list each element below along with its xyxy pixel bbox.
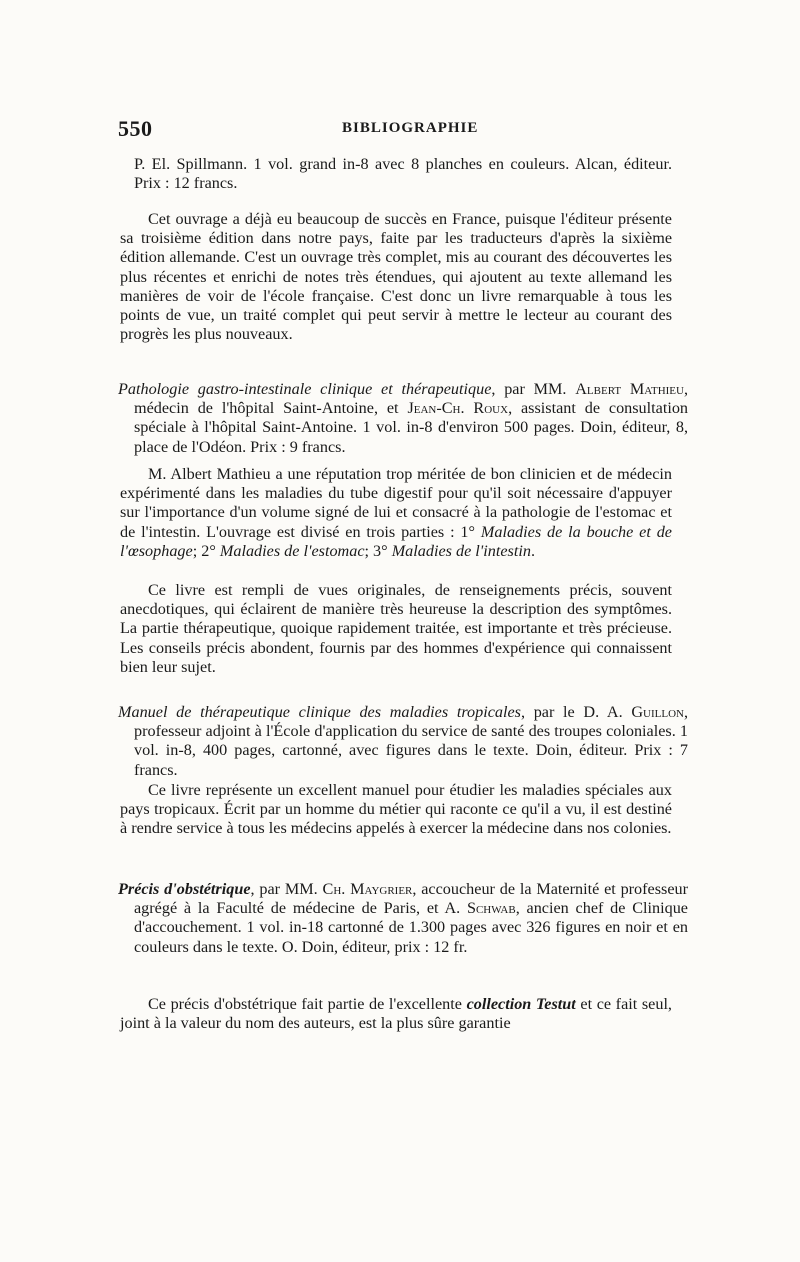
review-paragraph-guillon: Ce livre représente un excellent manuel pour étudier les maladies spéciales aux pays tropicaux. Écrit par un homme du métier qui raconte ce qu'il a vu, il est destiné à rendre service à tous les médecins appelés à exercer la médecine dans nos colonies. <box>120 781 672 838</box>
paragraph-text: . <box>530 541 535 560</box>
entry-text: , ancien chef de Clinique d'accouchement. 1 vol. in-18 cartonné de 1.300 pages avec 326 figures en noir et en couleurs dans le texte. O. Doin, éditeur, prix : 12 fr. <box>134 899 688 956</box>
author-name: Schwab <box>466 899 516 918</box>
bibliography-entry-pathologie <box>118 380 688 457</box>
book-title: Pathologie gastro-intestinale clinique et thérapeutique <box>118 380 492 398</box>
entry-text: , professeur adjoint à l'École d'application du service de santé des troupes coloniales. 1 vol. in-8, 400 pages, cartonné, avec figures dans le texte. Doin, éditeur. Prix : 7 francs. <box>134 703 688 779</box>
paragraph-text: et ce fait seul, joint à la valeur du nom des auteurs, est la plus sûre garantie <box>120 995 672 1033</box>
author-name: Albert Mathieu <box>575 380 684 398</box>
part-title: Maladies de l'intestin <box>391 541 531 560</box>
book-title: Précis d'obstétrique <box>118 880 251 898</box>
review-paragraph-mathieu <box>120 465 672 561</box>
paragraph-text: ; 2° <box>192 541 220 560</box>
entry-text: , médecin de l'hôpital Saint-Antoine, et <box>134 380 689 418</box>
series-name: collection Testut <box>466 995 576 1013</box>
author-name: Jean-Ch. Roux <box>407 399 509 418</box>
author-name: Ch. Maygrier <box>322 880 413 898</box>
entry-continuation: P. El. Spillmann. 1 vol. grand in-8 avec 8 planches en couleurs. Alcan, éditeur. Prix : 12 francs. <box>134 155 672 193</box>
bibliography-entry-manuel <box>118 703 688 780</box>
review-paragraph-mathieu-2: Ce livre est rempli de vues originales, de renseignements précis, souvent anecdotiques, qui éclairent de manière très heureuse la description des symptômes. La partie thérapeutique, quoique rapidement traitée, est importante et très précieuse. Les conseils précis abondent, fournis par des hommes d'expérience qui connaissent bien leur sujet. <box>120 581 672 676</box>
author-name: Guillon <box>631 703 684 721</box>
entry-text: , accoucheur de la Maternité et professeur agrégé à la Faculté de médecine de Paris, et A. <box>134 880 688 918</box>
entry-text: , par MM. <box>250 880 323 898</box>
entry-text: , par le D. A. <box>520 703 632 721</box>
part-title: Maladies de l'estomac <box>219 541 365 560</box>
paragraph-text: M. Albert Mathieu a une réputation trop méritée de bon clinicien et de médecin expérimenté dans les maladies du tube digestif pour qu'il soit nécessaire d'appuyer sur l'importance d'un volume signé de lui et consacré à la pathologie de l'estomac et de l'intestin. L'ouvrage est divisé en trois parties : 1° <box>120 465 672 541</box>
book-title: Manuel de thérapeutique clinique des maladies tropicales <box>118 703 521 721</box>
entry-text: , par MM. <box>491 380 576 398</box>
paragraph-text: Ce précis d'obstétrique fait partie de l'excellente <box>148 995 467 1013</box>
page-header <box>118 116 678 140</box>
part-title: Maladies de la bouche et de l'œsophage <box>120 522 672 560</box>
review-paragraph-spillmann: Cet ouvrage a déjà eu beaucoup de succès en France, puisque l'éditeur présente sa troisième édition dans notre pays, faite par les traducteurs d'après la sixième édition allemande. C'est un ouvrage très complet, mis au courant des découvertes les plus récentes et enrichi de notes très étendues, qui ajoutent au texte allemand les manières de voir de l'école française. C'est donc un livre remarquable à tous les points de vue, un traité complet qui peut servir à mettre le lecteur au courant des progrès les plus nouveaux. <box>120 210 672 344</box>
bibliography-entry-precis <box>118 880 688 957</box>
paragraph-text: ; 3° <box>364 541 392 560</box>
running-head: BIBLIOGRAPHIE <box>342 120 479 136</box>
entry-text: , assistant de consultation spéciale à l'hôpital Saint-Antoine. 1 vol. in-8 d'environ 500 pages. Doin, éditeur, 8, place de l'Odéon. Prix : 9 francs. <box>134 399 689 456</box>
page-number: 550 <box>118 116 153 141</box>
review-paragraph-obstetrique <box>120 995 672 1033</box>
